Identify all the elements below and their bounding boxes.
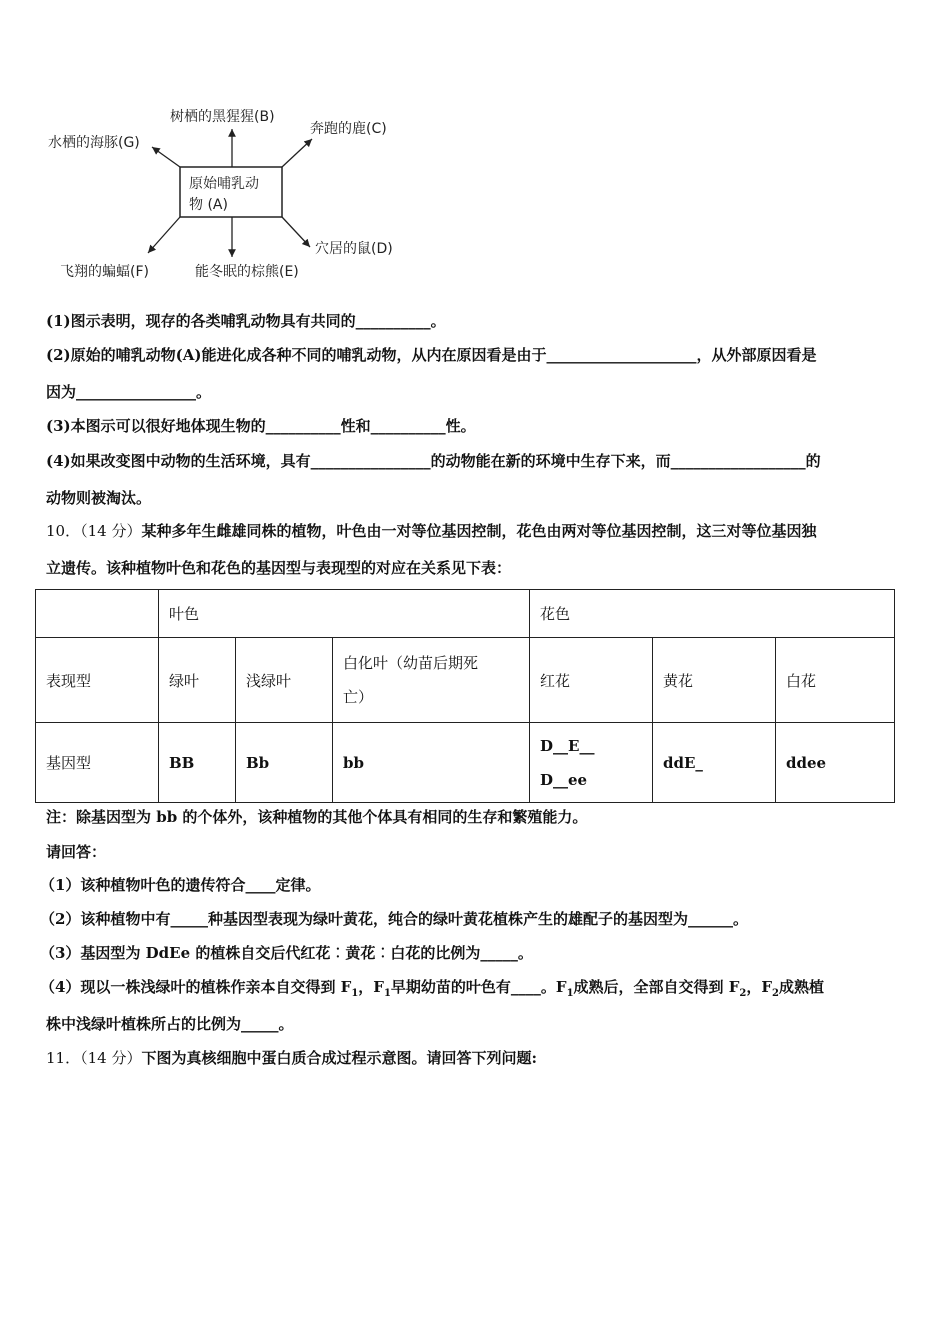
red-genotype-2: D__ee <box>540 770 588 789</box>
q10-sub4-line2: 株中浅绿叶植株所占的比例为_____。 <box>46 1015 294 1033</box>
evolution-diagram <box>40 95 420 290</box>
cell-red-flower: 红花 <box>530 638 653 723</box>
q10-stem-line1 <box>46 520 816 542</box>
s4-text4: 成熟后，全部自交得到 F <box>573 978 740 996</box>
q10-note: 注：除基因型为 bb 的个体外，该种植物的其他个体具有相同的生存和繁殖能力。 <box>46 808 588 826</box>
cell-green-leaf: 绿叶 <box>159 638 236 723</box>
leaf-color-header: 叶色 <box>159 590 530 638</box>
cell-ddE: ddE_ <box>653 723 776 803</box>
phenotype-label: 表现型 <box>36 638 159 723</box>
diagram-center-line2: 物 (A) <box>189 197 228 213</box>
s4-sub-d: 2 <box>739 988 747 999</box>
q10-sub2: （2）该种植物中有_____种基因型表现为绿叶黄花，纯合的绿叶黄花植株产生的雄配子的基因型为______。 <box>40 910 748 928</box>
albino-line2: 亡） <box>343 688 374 706</box>
diagram-center-line1: 原始哺乳动 <box>189 176 259 192</box>
s4-text1: （4）现以一株浅绿叶的植株作亲本自交得到 F <box>40 978 352 996</box>
flower-color-header: 花色 <box>530 590 895 638</box>
diagram-label-B: 树栖的黑猩猩(B) <box>170 109 275 125</box>
s4-text3: 早期幼苗的叶色有____。F <box>390 978 567 996</box>
red-genotype-1: D__E__ <box>540 736 595 755</box>
q10-stem-line2: 立遗传。该种植物叶色和花色的基因型与表现型的对应在关系见下表： <box>46 559 512 577</box>
cell-light-green-leaf: 浅绿叶 <box>236 638 333 723</box>
q11-stem <box>46 1047 537 1069</box>
cell-red-genotypes <box>530 723 653 803</box>
genotype-row <box>36 723 895 803</box>
cell-bb: bb <box>333 723 530 803</box>
cell-Bb: Bb <box>236 723 333 803</box>
q10-sub3: （3）基因型为 DdEe 的植株自交后代红花︰黄花︰白花的比例为_____。 <box>40 944 533 962</box>
cell-ddee: ddee <box>776 723 895 803</box>
cell-albino-leaf <box>333 638 530 723</box>
s4-text6: 成熟植 <box>779 978 825 996</box>
q9-part3: (3)本图示可以很好地体现生物的__________性和__________性。 <box>46 417 476 435</box>
s4-sub-b: 1 <box>383 988 391 999</box>
s4-text5: ，F <box>746 978 773 996</box>
q9-part2-line1: (2)原始的哺乳动物(A)能进化成各种不同的哺乳动物，从内在原因看是由于____________________，从外部原因看是 <box>46 346 817 364</box>
q9-part1: (1)图示表明，现存的各类哺乳动物具有共同的__________。 <box>46 312 446 330</box>
arrow-to-G <box>152 147 180 167</box>
diagram-label-F: 飞翔的蝙蝠(F) <box>60 264 149 280</box>
q9-part4-line1: (4)如果改变图中动物的生活环境，具有________________的动物能在新的环境中生存下来，而__________________的 <box>46 452 821 470</box>
q10-sub4-line1 <box>40 976 824 1005</box>
q10-number: 10．（14 分） <box>46 522 142 540</box>
arrow-to-C <box>282 139 312 167</box>
phenotype-row <box>36 638 895 723</box>
albino-line1: 白化叶（幼苗后期死 <box>343 654 479 672</box>
genotype-phenotype-table <box>35 589 895 803</box>
q10-stem-text1: 某种多年生雌雄同株的植物，叶色由一对等位基因控制，花色由两对等位基因控制，这三对等位基因独 <box>141 522 817 540</box>
diagram-label-E: 能冬眠的棕熊(E) <box>195 264 299 280</box>
s4-sub-c: 1 <box>566 988 574 999</box>
q11-number: 11．（14 分） <box>46 1049 142 1067</box>
diagram-label-D: 穴居的鼠(D) <box>315 241 393 257</box>
table-header-row <box>36 590 895 638</box>
diagram-label-G: 水栖的海豚(G) <box>48 135 140 151</box>
q10-sub1: （1）该种植物叶色的遗传符合____定律。 <box>40 876 321 894</box>
genotype-label: 基因型 <box>36 723 159 803</box>
diagram-label-C: 奔跑的鹿(C) <box>310 121 387 137</box>
cell-white-flower: 白花 <box>776 638 895 723</box>
arrow-to-F <box>148 217 180 253</box>
s4-sub-e: 2 <box>772 988 779 999</box>
cell-yellow-flower: 黄花 <box>653 638 776 723</box>
q9-part2-line2: 因为________________。 <box>46 383 212 401</box>
s4-text2: ，F <box>358 978 384 996</box>
q9-part4-line2: 动物则被淘汰。 <box>46 489 152 507</box>
table-corner-cell <box>36 590 159 638</box>
cell-BB: BB <box>159 723 236 803</box>
q11-stem-text: 下图为真核细胞中蛋白质合成过程示意图。请回答下列问题: <box>141 1049 537 1067</box>
q10-ask: 请回答： <box>46 843 107 861</box>
s4-sub-a: 1 <box>351 988 359 999</box>
arrow-to-D <box>282 217 310 247</box>
